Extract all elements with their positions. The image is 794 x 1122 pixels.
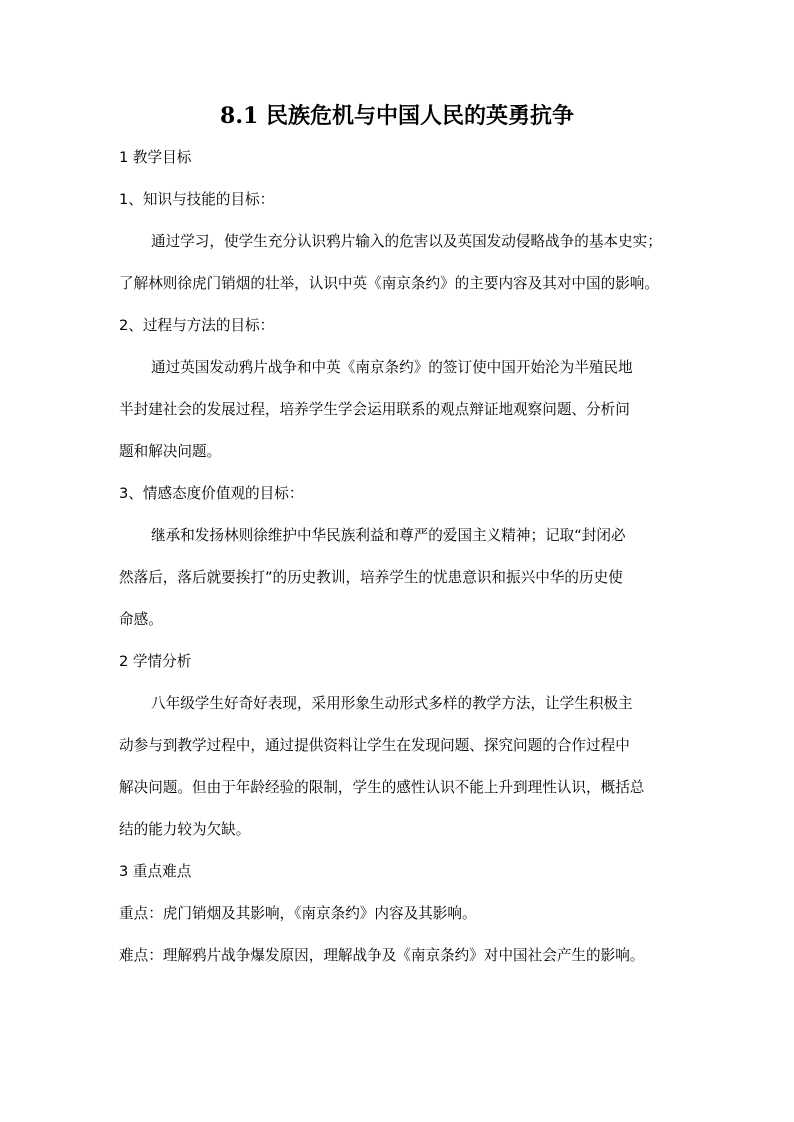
- paragraph-line: 解决问题。但由于年龄经验的限制，学生的感性认识不能上升到理性认识，概括总: [119, 779, 645, 796]
- paragraph-line: 通过学习，使学生充分认识鸦片输入的危害以及英国发动侵略战争的基本史实；: [151, 233, 662, 250]
- objective-values-heading: 3、情感态度价值观的目标：: [119, 485, 304, 502]
- paragraph-line: 继承和发扬林则徐维护中华民族利益和尊严的爱国主义精神；记取“封闭必: [151, 527, 626, 544]
- paragraph-line: 了解林则徐虎门销烟的壮举，认识中英《南京条约》的主要内容及其对中国的影响。: [119, 275, 659, 292]
- paragraph-line: 半封建社会的发展过程，培养学生学会运用联系的观点辩证地观察问题、分析问: [119, 401, 630, 418]
- section-1-heading: 1 教学目标: [119, 149, 192, 166]
- section-3-heading: 3 重点难点: [119, 863, 192, 880]
- paragraph-line: 八年级学生好奇好表现，采用形象生动形式多样的教学方法，让学生积极主: [151, 695, 633, 712]
- objective-process-heading: 2、过程与方法的目标：: [119, 317, 275, 334]
- objective-knowledge-heading: 1、知识与技能的目标：: [119, 191, 275, 208]
- paragraph-line: 通过英国发动鸦片战争和中英《南京条约》的签订使中国开始沦为半殖民地: [151, 359, 633, 376]
- paragraph-line: 然落后，落后就要挨打”的历史教训，培养学生的忧患意识和振兴中华的历史使: [119, 569, 623, 586]
- section-2-heading: 2 学情分析: [119, 653, 192, 670]
- difficult-points-line: 难点：理解鸦片战争爆发原因，理解战争及《南京条约》对中国社会产生的影响。: [119, 947, 645, 964]
- paragraph-line: 动参与到教学过程中，通过提供资料让学生在发现问题、探究问题的合作过程中: [119, 737, 630, 754]
- paragraph-line: 命感。: [119, 611, 163, 628]
- paragraph-line: 结的能力较为欠缺。: [119, 821, 251, 838]
- key-points-line: 重点：虎门销烟及其影响，《南京条约》内容及其影响。: [119, 905, 477, 922]
- document-title: 8.1 民族危机与中国人民的英勇抗争: [220, 103, 574, 129]
- paragraph-line: 题和解决问题。: [119, 443, 222, 460]
